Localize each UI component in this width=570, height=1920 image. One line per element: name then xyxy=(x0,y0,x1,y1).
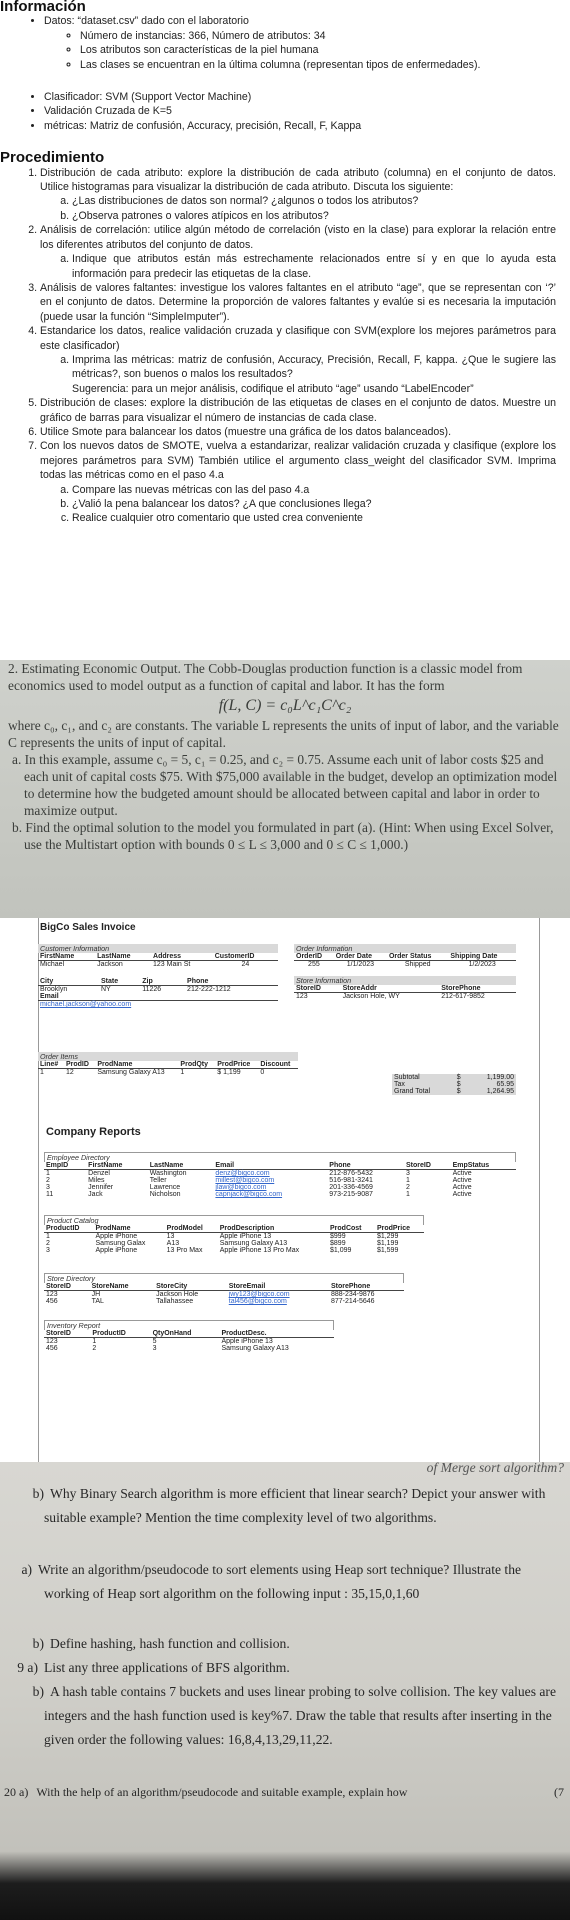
question xyxy=(0,1558,570,1606)
cell: Active xyxy=(452,1184,472,1191)
invoice-totals xyxy=(392,1074,516,1095)
cell: 2 xyxy=(46,1240,50,1247)
table-row xyxy=(44,1233,424,1241)
cell: 12 xyxy=(65,1069,74,1076)
invoice-and-reports xyxy=(0,918,570,1462)
email-link[interactable]: millest@bigco.com xyxy=(215,1177,275,1184)
items-caption: Order Items xyxy=(38,1052,298,1061)
total-currency: $ xyxy=(456,1081,461,1088)
cell: 212-876-5432 xyxy=(329,1170,373,1177)
cobb-douglas-formula: f(L, C) = c₀L^c₁C^c₂ xyxy=(218,697,352,714)
col-header: Email xyxy=(213,1162,327,1170)
col-header: State xyxy=(99,978,140,986)
cell: Jack xyxy=(88,1191,103,1198)
table-row xyxy=(44,1170,516,1178)
col-header: ProductDesc. xyxy=(219,1330,334,1338)
order-info xyxy=(294,944,516,1000)
cell: Apple iPhone 13 xyxy=(221,1338,273,1345)
cell: NY xyxy=(100,986,111,993)
col-header: StoreID xyxy=(404,1162,451,1170)
order-table xyxy=(294,953,516,968)
info-sub-bullet: ◦ Las clases se encuentran en la última columna (representan tipos de enfermedades). xyxy=(80,58,570,72)
cell: 1/1/2023 xyxy=(346,961,374,968)
cell: $1,199 xyxy=(376,1240,399,1247)
customer-table xyxy=(38,953,278,968)
order-items xyxy=(38,1052,298,1076)
cell: 2 xyxy=(92,1345,97,1352)
col-header: LastName xyxy=(95,953,151,961)
store-caption: Store Information xyxy=(294,976,516,985)
table-row xyxy=(44,1184,516,1191)
cell: Jackson Hole xyxy=(156,1291,199,1298)
col-header: Phone xyxy=(327,1162,404,1170)
cell: $899 xyxy=(330,1240,346,1247)
cell: $1,099 xyxy=(330,1247,352,1254)
totals-table xyxy=(392,1074,516,1095)
col-header: StorePhone xyxy=(439,985,516,993)
question-text: A hash table contains 7 buckets and uses linear probing to solve collision. The key values are integers and the hash function used is key%7. Draw the table that results after inserting in the given order the following values: 16,8,4,13,29,11,22. xyxy=(44,1684,556,1747)
cell: Michael xyxy=(40,961,65,968)
col-header: Address xyxy=(151,953,213,961)
col-header: QtyOnHand xyxy=(151,1330,220,1338)
table-row xyxy=(44,1247,424,1254)
col-header: ProdName xyxy=(95,1061,178,1069)
cell: 123 xyxy=(296,993,308,1000)
question-label: b) xyxy=(32,1684,44,1699)
col-header: StoreCity xyxy=(154,1283,227,1291)
customer-info xyxy=(38,944,278,1008)
step-subs xyxy=(40,483,556,526)
col-header: Discount xyxy=(258,1061,298,1069)
store-dir-caption: Store Directory xyxy=(44,1273,404,1283)
procedure-steps xyxy=(0,166,570,526)
col-header: ProdPrice xyxy=(375,1225,424,1233)
step-subs xyxy=(40,252,556,281)
email-link[interactable]: jlaw@bigco.com xyxy=(215,1184,267,1191)
col-header: StorePhone xyxy=(329,1283,404,1291)
cell: A13 xyxy=(166,1240,180,1247)
col-header: FirstName xyxy=(38,953,95,961)
step-sub: a. Indique que atributos están más estrechamente relacionados entre sí y en que lo ayuda esta información para predecir las etiquetas de la clase. xyxy=(72,252,556,281)
table-row xyxy=(44,1345,334,1352)
col-header: Order Date xyxy=(334,953,387,961)
cell: 13 Pro Max xyxy=(166,1247,203,1254)
total-row xyxy=(392,1088,516,1095)
info-bullet-text: Datos: “dataset.csv” dado con el laboratorio xyxy=(44,15,249,28)
col-header: ProductID xyxy=(44,1225,94,1233)
header-row xyxy=(44,1162,516,1170)
cell: 5 xyxy=(152,1338,157,1345)
cell: 1 xyxy=(180,1069,185,1076)
procedure-step xyxy=(40,324,556,396)
econ-part-b: b. Find the optimal solution to the model you formulated in part (a). (Hint: When using Excel Solver, use the Multistart option with bounds 0 ≤ L ≤ 3,000 and 0 ≤ C ≤ 1,000.) xyxy=(12,820,554,852)
table-row xyxy=(44,1177,516,1184)
col-header: EmpID xyxy=(44,1162,86,1170)
cell: Samsung Galaxy A13 xyxy=(221,1345,289,1352)
info-heading: Información xyxy=(0,0,86,15)
info-bullet: • métricas: Matriz de confusión, Accuracy, precisión, Recall, F, Kappa xyxy=(44,119,570,133)
info-bullet: • Clasificador: SVM (Support Vector Machine) xyxy=(44,90,570,104)
cell: 1 xyxy=(46,1170,50,1177)
cell: 255 xyxy=(308,961,320,968)
email-link[interactable]: jwy123@bigco.com xyxy=(228,1291,290,1298)
cell: Apple iPhone 13 Pro Max xyxy=(219,1247,300,1254)
cell: 13 xyxy=(166,1233,175,1240)
cell: JH xyxy=(91,1291,101,1298)
question-marks: (7 xyxy=(554,1785,564,1799)
table-row xyxy=(44,1291,404,1299)
col-header: OrderID xyxy=(294,953,334,961)
reports-title: Company Reports xyxy=(46,1126,141,1138)
cell: Samsung Galaxy A13 xyxy=(97,1069,165,1076)
inventory-caption: Inventory Report xyxy=(44,1320,334,1330)
step-sub: a. Compare las nuevas métricas con las del paso 4.a xyxy=(72,483,556,497)
col-header: StoreID xyxy=(44,1330,90,1338)
procedure-step xyxy=(40,439,556,525)
cell: 2 xyxy=(46,1177,50,1184)
col-header: LastName xyxy=(148,1162,214,1170)
cell: 1 xyxy=(405,1191,410,1198)
cell: 456 xyxy=(46,1345,58,1352)
algorithms-exam-section xyxy=(0,1462,570,1920)
lab-instructions-section xyxy=(0,0,570,660)
cell: TAL xyxy=(91,1298,104,1305)
cell: 516-981-3241 xyxy=(329,1177,373,1184)
cell: 123 xyxy=(46,1338,58,1345)
product-table xyxy=(44,1225,424,1254)
cell: 888-234-9876 xyxy=(330,1291,375,1298)
cell: Jennifer xyxy=(88,1184,114,1191)
cell: Active xyxy=(452,1191,472,1198)
email-link[interactable]: tal456@bigco.com xyxy=(228,1298,287,1305)
header-row xyxy=(44,1330,334,1338)
total-row xyxy=(392,1081,516,1088)
question-label: 20 a) xyxy=(4,1785,29,1799)
procedure-step xyxy=(40,223,556,281)
cell: Tallahassee xyxy=(156,1298,194,1305)
inventory-table xyxy=(44,1330,334,1352)
col-header: Phone xyxy=(185,978,278,986)
employee-directory xyxy=(44,1152,516,1198)
question-label: a) xyxy=(21,1562,32,1577)
cell: 3 xyxy=(46,1247,50,1254)
cell: Jackson Hole, WY xyxy=(342,993,400,1000)
cell: 1 xyxy=(92,1338,97,1345)
items-table xyxy=(38,1061,298,1076)
step-text: Distribución de cada atributo: explore la distribución de cada atributo (columna) en el conjunto de datos. Utilice histogramas para visualizar la distribución de cada atributo. Discuta los siguiente: xyxy=(40,166,556,194)
product-catalog xyxy=(44,1215,424,1254)
cell: $1,599 xyxy=(376,1247,399,1254)
cell: 11 xyxy=(46,1191,54,1198)
cell: Brooklyn xyxy=(40,986,68,993)
cell: Apple iPhone 13 xyxy=(219,1233,272,1240)
store-dir-table xyxy=(44,1283,404,1305)
total-currency: $ xyxy=(456,1074,461,1081)
question-text: Write an algorithm/pseudocode to sort elements using Heap sort technique? Illustrate the working of Heap sort algorithm on the following input : 35,15,0,1,60 xyxy=(38,1562,522,1601)
col-header: ProdModel xyxy=(165,1225,218,1233)
col-header: ProductID xyxy=(90,1330,150,1338)
step-subs xyxy=(40,353,556,382)
col-header: ProdName xyxy=(94,1225,165,1233)
step-sub: a. Imprima las métricas: matriz de confusión, Accuracy, Precisión, Recall, F, kappa. ¿Que le sugiere las métricas?, son buenos o malos los resultados? xyxy=(72,353,556,382)
question xyxy=(0,1780,570,1804)
cell: 3 xyxy=(405,1170,410,1177)
question-text: Why Binary Search algorithm is more efficient that linear search? Depict your answer with suitable example? Mention the time complexity level of two algorithms. xyxy=(44,1486,546,1525)
step-text: Con los nuevos datos de SMOTE, vuelva a estandarizar, realizar validación cruzada y clasifique (explore los mejores parámetros para SVM) También utilice el argumento class_weight del clasificador SVM. Imprima todas las métricas como en el paso 4.a xyxy=(40,440,556,482)
inventory-report xyxy=(44,1320,334,1352)
col-header: CustomerID xyxy=(213,953,278,961)
col-header: StoreID xyxy=(294,985,341,993)
email-link[interactable]: denz@bigco.com xyxy=(215,1170,270,1177)
cell: 201-336-4569 xyxy=(329,1184,373,1191)
table-row xyxy=(44,1240,424,1247)
order-caption: Order Information xyxy=(294,944,516,953)
col-header: StoreName xyxy=(90,1283,155,1291)
col-header: Order Status xyxy=(387,953,448,961)
col-header: StoreID xyxy=(44,1283,90,1291)
question xyxy=(0,1632,570,1656)
cell: 0 xyxy=(260,1069,265,1076)
cell: 1 xyxy=(46,1233,50,1240)
cell: Miles xyxy=(88,1177,105,1184)
cell: Samsung Galaxy A13 xyxy=(219,1240,288,1247)
col-header: Shipping Date xyxy=(448,953,516,961)
cell: 1 xyxy=(405,1177,410,1184)
col-header: StoreEmail xyxy=(227,1283,329,1291)
product-caption: Product Catalog xyxy=(44,1215,424,1225)
col-header: ProdCost xyxy=(328,1225,375,1233)
fragment-text: of Merge sort algorithm? xyxy=(426,1462,564,1475)
question-text: With the help of an algorithm/pseudocode and suitable example, explain how xyxy=(36,1785,408,1799)
col-header: Line# xyxy=(38,1061,64,1069)
procedure-heading: Procedimiento xyxy=(0,149,105,167)
info-bullet xyxy=(44,14,570,72)
info-sub-bullet: ◦ Los atributos son características de la piel humana xyxy=(80,43,570,57)
cell: Apple iPhone xyxy=(95,1233,138,1240)
col-header: ProdID xyxy=(64,1061,95,1069)
question-label: b) xyxy=(32,1486,44,1501)
col-header: EmpStatus xyxy=(451,1162,516,1170)
step-text: Análisis de correlación: utilice algún método de correlación (visto en la clase) para explorar la relación entre los diferentes atributos del conjunto de datos. xyxy=(40,224,556,251)
cell: 2 xyxy=(405,1184,410,1191)
col-header: ProdDescription xyxy=(218,1225,328,1233)
total-row xyxy=(392,1074,516,1081)
col-header: Zip xyxy=(140,978,185,986)
total-label: Grand Total xyxy=(394,1088,431,1095)
total-label: Tax xyxy=(394,1081,405,1088)
col-header: ProdPrice xyxy=(215,1061,258,1069)
step-text: Estandarice los datos, realice validación cruzada y clasifique con SVM(explore los mejores parámetros para este clasificador) xyxy=(40,325,556,352)
procedure-step: 6. Utilice Smote para balancear los datos (muestre una gráfica de los datos balanceados). xyxy=(40,425,556,439)
employee-caption: Employee Directory xyxy=(44,1152,516,1162)
total-value: 65.95 xyxy=(496,1081,514,1088)
total-value: 1,264.95 xyxy=(486,1088,514,1095)
question-label: 9 a) xyxy=(17,1660,38,1675)
cell: Denzel xyxy=(88,1170,110,1177)
question xyxy=(0,1680,570,1752)
table-row xyxy=(44,1338,334,1346)
question-text: List any three applications of BFS algorithm. xyxy=(44,1660,290,1675)
cell: Shipped xyxy=(404,961,431,968)
step-sub: c. Realice cualquier otro comentario que usted crea conveniente xyxy=(72,511,556,525)
cell: 3 xyxy=(46,1184,50,1191)
cell: 456 xyxy=(46,1298,58,1305)
cell: 973-215-9087 xyxy=(329,1191,373,1198)
cell: 24 xyxy=(241,961,250,968)
header-row xyxy=(44,1283,404,1291)
col-header: FirstName xyxy=(86,1162,148,1170)
step-note: Sugerencia: para un mejor análisis, codifique el atributo “age” usando “LabelEncoder” xyxy=(72,382,474,395)
cell: Active xyxy=(452,1170,472,1177)
total-label: Subtotal xyxy=(394,1074,420,1081)
total-value: 1,199.00 xyxy=(486,1074,514,1081)
store-directory xyxy=(44,1273,404,1305)
cell: 212-222-1212 xyxy=(187,986,231,993)
total-currency: $ xyxy=(456,1088,461,1095)
table-row xyxy=(44,1191,516,1198)
cell: Teller xyxy=(149,1177,167,1184)
question xyxy=(0,1656,570,1680)
question-text: Define hashing, hash function and collision. xyxy=(50,1636,290,1651)
cell: Lawrence xyxy=(149,1184,181,1191)
email-link[interactable]: capnjack@bigco.com xyxy=(215,1191,283,1198)
cell: 11226 xyxy=(142,986,162,993)
customer-address-table xyxy=(38,978,278,1008)
info-sublist xyxy=(44,29,570,72)
customer-email-link[interactable]: michael.jackson@yahoo.com xyxy=(40,1001,132,1008)
cell: Samsung Galax xyxy=(95,1240,146,1247)
info-list xyxy=(0,14,570,72)
header-row xyxy=(44,1225,424,1233)
cell: Active xyxy=(452,1177,472,1184)
cell: 123 xyxy=(46,1291,58,1298)
procedure-step: 3. Análisis de valores faltantes: investigue los valores faltantes en el atributo “age”, que se representan con ‘?’ en el conjunto de datos. Determine la proporción de valores faltantes y evalúe si es necesaria la imputación (puede usar la función “SimpleImputer”). xyxy=(40,281,556,324)
econ-part-a: a. In this example, assume c₀ = 5, c₁ = 0.25, and c₂ = 0.75. Assume each unit of labor costs $25 and each unit of capital costs $75. With $75,000 available in the budget, develop an optimization model to determine how the budgeted amount should be allocated between capital and labor in order to maximize output. xyxy=(12,752,558,818)
cell: 1/2/2023 xyxy=(468,961,496,968)
col-header: ProdQty xyxy=(178,1061,215,1069)
cell: 1 xyxy=(40,1069,44,1076)
cell: 877-214-5646 xyxy=(330,1298,375,1305)
procedure-step: 5. Distribución de clases: explore la distribución de las etiquetas de clases en el conjunto de datos. Muestre un gráfico de barras para visualizar el número de instancias de cada clase. xyxy=(40,396,556,425)
question xyxy=(0,1482,570,1530)
cell: Jackson xyxy=(97,961,123,968)
customer-caption: Customer Information xyxy=(38,944,278,953)
col-header: City xyxy=(38,978,99,986)
step-sub: b. ¿Valió la pena balancear los datos? ¿A que conclusiones llega? xyxy=(72,497,556,511)
cell: 123 Main St xyxy=(153,961,191,968)
info-sub-bullet: ◦ Número de instancias: 366, Número de atributos: 34 xyxy=(80,29,570,43)
invoice-title: BigCo Sales Invoice xyxy=(40,922,136,933)
economic-output-problem xyxy=(0,660,570,918)
cell: Apple iPhone xyxy=(95,1247,138,1254)
cell: Washington xyxy=(149,1170,187,1177)
table-row xyxy=(44,1298,404,1305)
step-sub: b. ¿Observa patrones o valores atípicos en los atributos? xyxy=(72,209,556,223)
col-header: Email xyxy=(38,993,278,1001)
store-table xyxy=(294,985,516,1000)
step-subs xyxy=(40,194,556,223)
econ-where: where c₀, c₁, and c₂ are constants. The variable L represents the units of input of labor, and the variable C represents the units of input of capital. xyxy=(8,718,559,750)
econ-intro: 2. Estimating Economic Output. The Cobb-Douglas production function is a classic model from economics used to model output as a function of capital and labor. It has the form xyxy=(8,661,523,693)
employee-table xyxy=(44,1162,516,1198)
cell: $ 1,199 xyxy=(217,1069,241,1076)
cell: $999 xyxy=(330,1233,346,1240)
procedure-step xyxy=(40,166,556,224)
info-bullet: • Validación Cruzada de K=5 xyxy=(44,104,570,118)
step-sub: a. ¿Las distribuciones de datos son normal? ¿algunos o todos los atributos? xyxy=(72,194,556,208)
info-list-2 xyxy=(0,90,570,133)
question-label: b) xyxy=(32,1636,44,1651)
col-header: StoreAddr xyxy=(341,985,440,993)
cell: 3 xyxy=(152,1345,157,1352)
cell: $1,299 xyxy=(376,1233,399,1240)
cell: Nicholson xyxy=(149,1191,181,1198)
cell: 212-617-9852 xyxy=(441,993,485,1000)
